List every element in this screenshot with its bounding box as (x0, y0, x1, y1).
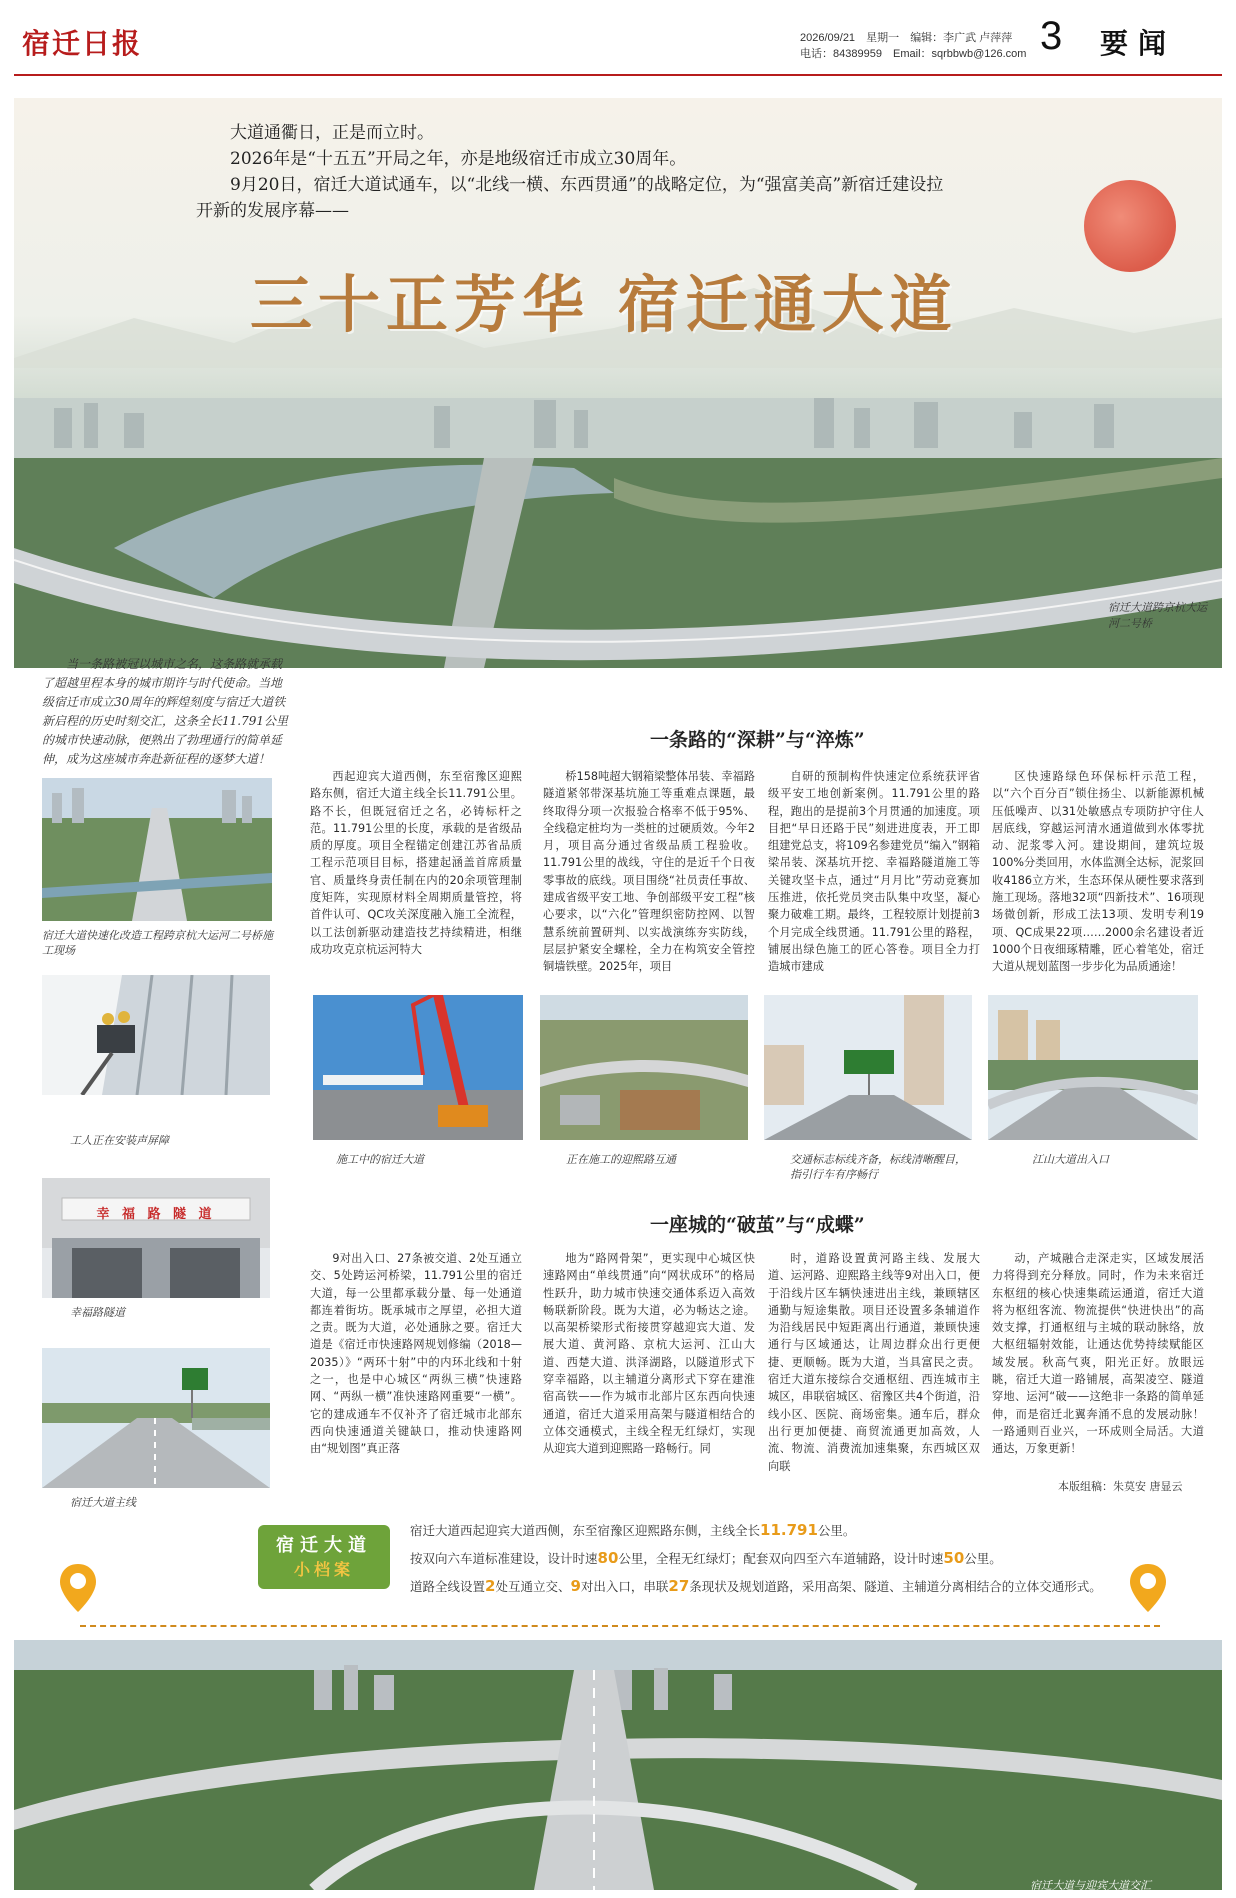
fact-box (258, 1515, 1226, 1605)
lead-line: 大道通衢日，正是而立时。 (230, 123, 434, 143)
location-pin-icon (1128, 1562, 1168, 1614)
construction-crane-photo (313, 995, 523, 1140)
jiangshan-exit-photo (988, 995, 1198, 1140)
photo-caption: 施工中的宿迁大道 (336, 1153, 424, 1166)
photo-caption: 江山大道出入口 (1032, 1153, 1109, 1166)
main-road-graphic (42, 1348, 270, 1488)
section2-column-1 (310, 1250, 522, 1458)
paragraph: 地为“路网骨架”，更实现中心城区快速路网由“单线贯通”向“网状成环”的格局性跃升，助力城市快速交通体系迈入高效畅联新阶段。既为大道，必为畅达之途。以高架桥梁形式衔接贯穿越迎宾大道、发展大道、黄河路、京杭大运河、江山大道、西楚大道、洪泽湖路，以隧道形式下穿幸福路，以主辅道分离形式下穿在建淮宿高铁——作为城市北部片区东西向快速通道，宿迁大道采用高架与隧道相结合的立体交通模式，主线全程无红绿灯，实现从迎宾大道到迎熙路一路畅行。同 (543, 1252, 755, 1456)
fact-text: 公里。 (964, 1551, 1002, 1566)
construction-crane-graphic (313, 995, 523, 1140)
photo-caption: 交通标志标线齐备，标线清晰醒目，指引行车有序畅行 (790, 1153, 966, 1181)
fact-text: 对出入口，串联 (580, 1579, 669, 1594)
fact-text: 处互通立交、 (495, 1579, 571, 1594)
jiangshan-exit-graphic (988, 995, 1198, 1140)
editors: 编辑：李广武 卢萍萍 (910, 32, 1013, 44)
photo-caption: 幸福路隧道 (70, 1306, 125, 1319)
tunnel-photo (42, 1178, 270, 1298)
issue-weekday: 星期一 (866, 32, 900, 44)
section2-title: 一座城的“破茧”与“成蝶” (650, 1214, 865, 1236)
tunnel-graphic (42, 1178, 270, 1298)
issue-date: 2026/09/21 (800, 32, 856, 44)
photo-caption: 正在施工的迎熙路互通 (566, 1153, 676, 1166)
interchange-aerial-graphic (14, 1640, 1222, 1890)
section1-column-1 (310, 768, 522, 958)
section2-column-3 (768, 1250, 980, 1475)
fact-highlight: 50 (943, 1549, 965, 1567)
section-name: 要闻 (1100, 27, 1177, 60)
masthead (0, 0, 1236, 80)
lead-paragraph (196, 120, 956, 224)
section2-column-2 (543, 1250, 755, 1458)
paragraph: 动，产城融合走深走实，区域发展活力将得到充分释放。同时，作为未来宿迁东枢纽的核心快速集疏运通道，宿迁大道将为枢纽客流、物流提供“快进快出”的高效支撑，打通枢纽与主城的联动脉络，放大枢纽辐射效能，让通达优势持续赋能区域发展。秋高气爽，阳光正好。放眼远眺，宿迁大道一路铺展，高架凌空、隧道穿地、运河“破——这绝非一条路的简单延伸，而是宿迁北翼奔涌不息的发展动脉！一路通则百业兴，一环成则全局活。大道通达，万象更新！ (992, 1252, 1204, 1456)
fact-highlight: 2 (485, 1577, 496, 1595)
section1-title: 一条路的“深耕”与“淬炼” (650, 729, 865, 751)
page-headline: 三十正芳华 宿迁通大道 (250, 268, 958, 341)
fact-box-subtitle: 小档案 (293, 1560, 354, 1579)
route-dashed-line (80, 1625, 1160, 1627)
main-road-photo (42, 1348, 270, 1488)
fact-text: 道路全线设置 (410, 1579, 486, 1594)
bridge-construction-graphic (42, 778, 272, 921)
city-aerial-graphic (14, 398, 1222, 668)
lead-line: 2026年是“十五五”开局之年，亦是地级宿迁市成立30周年。 (230, 149, 687, 169)
bridge-construction-photo (42, 778, 272, 921)
fact-box-title: 宿迁大道 (276, 1535, 372, 1556)
sound-barrier-graphic (42, 975, 270, 1095)
interchange-graphic (540, 995, 748, 1140)
fact-box-badge (258, 1525, 390, 1589)
location-pin-icon (58, 1562, 98, 1614)
photo-caption: 宿迁大道主线 (70, 1496, 136, 1509)
newspaper-logo: 宿迁日报 (22, 27, 143, 60)
lead-line: 9月20日，宿迁大道试通车，以“北线一横、东西贯通”的战略定位，为“强富美高”新宿迁建设拉开新的发展序幕—— (196, 175, 944, 221)
fact-highlight: 11.791 (760, 1521, 818, 1539)
fact-line-1 (410, 1521, 855, 1539)
email: Email：sqrbbwb@126.com (893, 48, 1027, 60)
section1-column-2 (543, 768, 755, 976)
photo-caption: 工人正在安装声屏障 (70, 1134, 169, 1147)
paragraph: 区快速路绿色环保标杆示范工程，以“六个百分百”锁住扬尘、以新能源机械压低噪声、以31处敏感点专项防护守住人居底线，穿越运河清水通道做到水体零扰动、泥浆零入河。建设期间，建筑垃圾100%分类回用，水体监测全达标，泥浆回收4186立方米，生态环保从硬性要求落到施工现场。落地32项“四新技术”、16项现场微创新，形成工法13项、发明专利19项、QC成果22项……2000余名建设者近1000个日夜细琢精雕，匠心着笔处，宿迁大道从规划蓝图一步步化为品质通途！ (992, 770, 1204, 974)
tunnel-sign: 幸 福 路 隧 道 (96, 1207, 216, 1222)
page-number: 3 (1040, 14, 1063, 58)
fact-highlight: 27 (668, 1577, 690, 1595)
fact-text: 公里，全程无红绿灯；配套双向四至六车道辅路，设计时速 (618, 1551, 944, 1566)
fact-text: 按双向六车道标准建设，设计时速 (410, 1551, 598, 1566)
interchange-aerial-photo (14, 1640, 1222, 1890)
sound-barrier-photo (42, 975, 270, 1095)
paragraph: 桥158吨超大钢箱梁整体吊装、幸福路隧道紧邻带深基坑施工等重难点课题，最终取得分项一次报验合格率不低于95%、全线稳定桩均为一类桩的过硬质效。今年2月，项目高分通过省级品质工程验收。11.791公里的战线，守住的是近千个日夜零事故的底线。项目围绕“社员责任事故、建成省级平安工地、争创部级平安工程”核心要求，以“六化”管理织密防控网、以智慧系统前置研判、以实战演练夯实防线，层层护紧安全螺栓，全力在构筑安全管控铜墙铁壁。2025年，项目 (543, 770, 755, 974)
traffic-signs-photo (764, 995, 972, 1140)
fact-highlight: 80 (597, 1549, 619, 1567)
intro-paragraph: 当一条路被冠以城市之名，这条路就承载了超越里程本身的城市期许与时代使命。当地级宿迁市成立30周年的辉煌刻度与宿迁大道铁新启程的历史时刻交汇，这条全长11.791公里的城市快速动脉，便熟出了勃理通行的简单延伸，成为这座城市奔赴新征程的逐梦大道！ (42, 657, 288, 766)
section1-column-3 (768, 768, 980, 976)
traffic-signs-graphic (764, 995, 972, 1140)
fact-text: 宿迁大道西起迎宾大道西侧，东至宿豫区迎熙路东侧，主线全长 (410, 1523, 761, 1538)
photo-caption: 宿迁大道快速化改造工程跨京杭大运河二号桥施工现场 (42, 929, 273, 957)
paragraph: 时，道路设置黄河路主线、发展大道、运河路、迎熙路主线等9对出入口，便于沿线片区车辆快速进出主线，兼顾辖区通勤与短途集散。项目还设置多条辅道作为沿线居民中短距离出行通道，兼顾快速通行与区域通达，让周边群众出行更便捷、更顺畅。既为大道，当具富民之责。宿迁大道东接综合交通枢纽、西连城市主城区，串联宿城区、宿豫区共4个街道，沿线小区、医院、商场密集。通车后，群众出行更加便捷、商贸流通更加高效，人流、物流、消费流加速集聚，东西城区双向联 (768, 1252, 980, 1473)
paragraph: 自研的预制构件快速定位系统获评省级平安工地创新案例。11.791公里的路程，跑出的是提前3个月贯通的加速度。项目把“早日还路于民”刻进进度表，开工即组建党总支，将109名参建党员“编入”钢箱梁吊装、深基坑开挖、幸福路隧道施工等关键攻坚卡点，通过“月月比”劳动竞赛加压推进，依托党员突击队集中攻坚，凝心聚力破难工期。最终，工程较原计划提前3个月完成全线贯通。11.791公里的路程，铺展出绿色施工的匠心答卷。项目全力打造城市建成 (768, 770, 980, 974)
byline-credit: 本版组稿：朱莫安 唐显云 (1058, 1480, 1183, 1493)
fact-highlight: 9 (570, 1577, 581, 1595)
fact-text: 条现状及规划道路，采用高架、隧道、主辅道分离相结合的立体交通形式。 (689, 1579, 1102, 1594)
section2-column-4 (992, 1250, 1204, 1458)
paragraph: 9对出入口、27条被交道、2处互通立交、5处跨运河桥梁，11.791公里的宿迁大道，每一公里都承载分量、每一处通道都连着街坊。既承城市之厚望，必担大道之责。既为大道，必处通脉之要。宿迁大道是《宿迁市快速路网规划修编（2018—2035）》“两环十射”中的内环北线和十射之一，也是中心城区“两纵三横”快速路网、“两纵一横”准快速路网重要“一横”。它的建成通车不仅补齐了宿迁城市北部东西向快速通道关键缺口，推动快速路网由“规划图”真正落 (310, 1252, 522, 1456)
section1-column-4 (992, 768, 1204, 976)
fact-line-2 (410, 1549, 1002, 1567)
interchange-photo (540, 995, 748, 1140)
bottom-photo-caption: 宿迁大道与迎宾大道交汇 (1030, 1879, 1151, 1892)
masthead-meta (800, 30, 1034, 62)
fact-line-3 (410, 1577, 1102, 1595)
masthead-rule (14, 74, 1222, 76)
paragraph: 西起迎宾大道西侧，东至宿豫区迎熙路东侧，宿迁大道主线全长11.791公里。路不长，但既冠宿迁之名，必铸标杆之范。11.791公里的长度，承载的是省级品质的厚度。项目全程锚定创建江苏省品质工程示范项目目标，搭建起涵盖首席质量官、质量终身责任制在内的20余项管理制度矩阵，实现原材料全周期质量管控，将首件认可、QC攻关深度融入施工全流程，以工法创新驱动建造技艺持续精进，相继成功攻克京杭运河特大 (310, 770, 522, 956)
fact-text: 公里。 (817, 1523, 856, 1538)
hero-caption: 宿迁大道跨京杭大运河二号桥 (1108, 601, 1207, 630)
phone: 电话：84389959 (800, 48, 882, 60)
